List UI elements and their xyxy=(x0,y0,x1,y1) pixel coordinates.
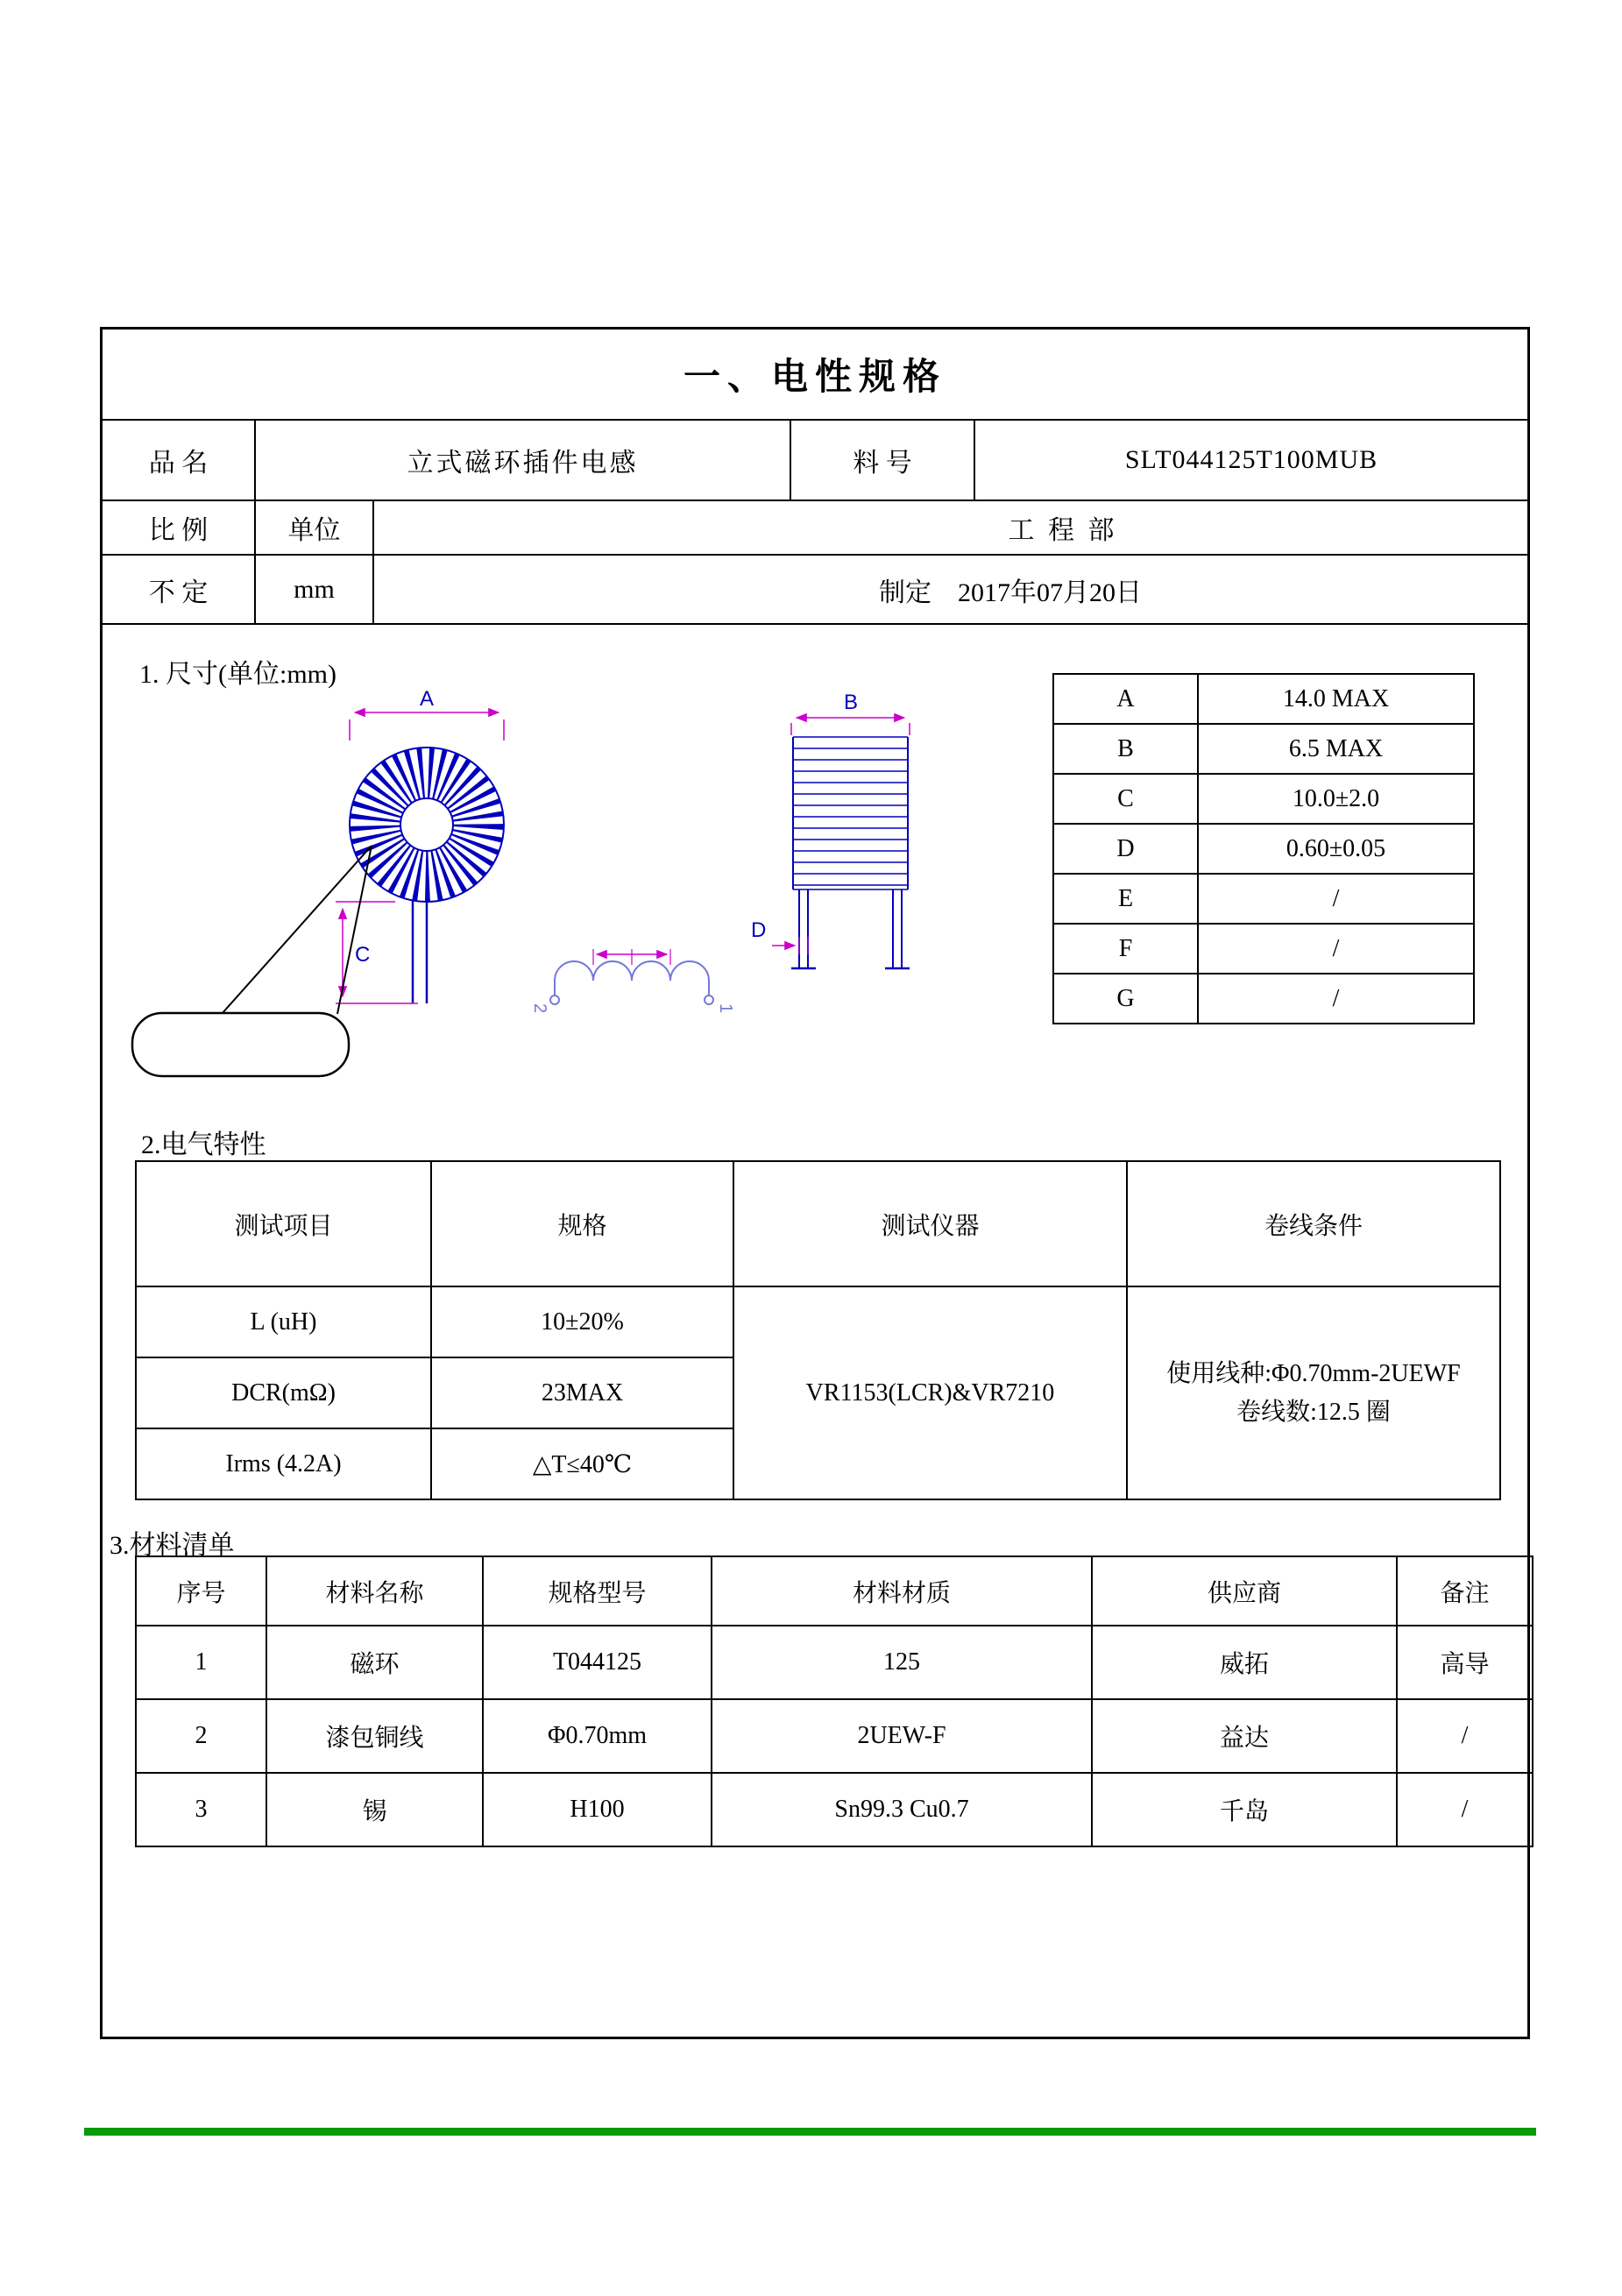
material-no: 3 xyxy=(136,1773,266,1846)
material-note: / xyxy=(1397,1773,1533,1846)
dimension-table xyxy=(1052,673,1475,1024)
winding-conditions xyxy=(1127,1286,1500,1499)
col-header-note: 备注 xyxy=(1397,1556,1533,1626)
dim-name: F xyxy=(1053,924,1198,974)
material-name: 锡 xyxy=(266,1773,483,1846)
header-row-product xyxy=(103,421,1527,501)
unit-value: mm xyxy=(256,556,374,623)
electrical-table xyxy=(135,1160,1501,1500)
issue-date: 2017年07月20日 xyxy=(958,578,1142,607)
materials-table xyxy=(135,1555,1533,1847)
table-row xyxy=(136,1773,1533,1846)
dim-value: 10.0±2.0 xyxy=(1198,774,1474,824)
issue-label: 制定 xyxy=(879,578,931,607)
product-name-label: 品 名 xyxy=(103,421,256,500)
material-model: H100 xyxy=(483,1773,712,1846)
department-value: 工 程 部 xyxy=(1008,516,1118,545)
col-header-item: 测试项目 xyxy=(136,1161,431,1286)
material-no: 2 xyxy=(136,1699,266,1773)
winding-line1: 使用线种:Φ0.70mm-2UEWF xyxy=(1166,1360,1461,1388)
material-model: Φ0.70mm xyxy=(483,1699,712,1773)
table-row xyxy=(136,1626,1533,1699)
dimension-b xyxy=(791,691,910,735)
technical-drawing xyxy=(117,686,949,1098)
dim-name: C xyxy=(1053,774,1198,824)
table-row xyxy=(1053,674,1474,724)
dim-label-d: D xyxy=(751,918,767,942)
col-header-no: 序号 xyxy=(136,1556,266,1626)
material-supplier: 千岛 xyxy=(1092,1773,1397,1846)
footer-divider xyxy=(84,2128,1536,2136)
table-header-row xyxy=(136,1556,1533,1626)
table-row xyxy=(1053,874,1474,924)
dim-value: 0.60±0.05 xyxy=(1198,824,1474,874)
material-note: / xyxy=(1397,1699,1533,1773)
col-header-winding: 卷线条件 xyxy=(1127,1161,1500,1286)
dim-name: A xyxy=(1053,674,1198,724)
test-item: DCR(mΩ) xyxy=(136,1357,431,1428)
winding-line2: 卷线数:12.5 圈 xyxy=(1236,1398,1391,1426)
material-supplier: 益达 xyxy=(1092,1699,1397,1773)
dim-value: / xyxy=(1198,974,1474,1024)
test-item: Irms (4.2A) xyxy=(136,1428,431,1499)
dim-label-a: A xyxy=(419,687,435,711)
table-row xyxy=(1053,974,1474,1024)
scale-value: 不 定 xyxy=(103,556,256,623)
dimension-c xyxy=(336,902,418,1003)
section3-title: 3.材料清单 xyxy=(110,1531,235,1560)
col-header-instrument: 测试仪器 xyxy=(733,1161,1127,1286)
dim-label-b: B xyxy=(843,691,859,714)
scale-label: 比 例 xyxy=(103,501,256,554)
material-model: T044125 xyxy=(483,1626,712,1699)
table-row xyxy=(1053,724,1474,774)
part-number-label: 料 号 xyxy=(791,421,975,500)
dim-name: E xyxy=(1053,874,1198,924)
schematic-symbol xyxy=(530,949,735,1013)
header-row-scale xyxy=(103,501,1527,556)
spec-sheet xyxy=(100,327,1530,2039)
page-title: 一、电性规格 xyxy=(103,330,1527,421)
material-material: Sn99.3 Cu0.7 xyxy=(712,1773,1092,1846)
toroid-front-view xyxy=(350,748,504,1003)
section2-title: 2.电气特性 xyxy=(141,1130,266,1159)
toroid-side-view xyxy=(791,737,910,968)
dim-name: B xyxy=(1053,724,1198,774)
dim-name: G xyxy=(1053,974,1198,1024)
material-no: 1 xyxy=(136,1626,266,1699)
material-material: 125 xyxy=(712,1626,1092,1699)
col-header-material: 材料材质 xyxy=(712,1556,1092,1626)
dim-value: 14.0 MAX xyxy=(1198,674,1474,724)
unit-label: 单位 xyxy=(256,501,374,554)
pin-label-2: 2 xyxy=(530,1003,549,1014)
test-spec: △T≤40℃ xyxy=(431,1428,733,1499)
test-item: L (uH) xyxy=(136,1286,431,1357)
material-supplier: 威拓 xyxy=(1092,1626,1397,1699)
table-header-row xyxy=(136,1161,1500,1286)
dim-value: 6.5 MAX xyxy=(1198,724,1474,774)
col-header-name: 材料名称 xyxy=(266,1556,483,1626)
material-note: 高导 xyxy=(1397,1626,1533,1699)
test-spec: 23MAX xyxy=(431,1357,733,1428)
section1-title: 1. 尺寸(单位:mm) xyxy=(139,660,336,689)
material-name: 漆包铜线 xyxy=(266,1699,483,1773)
table-row xyxy=(1053,924,1474,974)
dim-value: / xyxy=(1198,874,1474,924)
header-row-fix xyxy=(103,556,1527,625)
col-header-supplier: 供应商 xyxy=(1092,1556,1397,1626)
col-header-spec: 规格 xyxy=(431,1161,733,1286)
dim-label-c: C xyxy=(355,943,371,967)
test-spec: 10±20% xyxy=(431,1286,733,1357)
col-header-model: 规格型号 xyxy=(483,1556,712,1626)
dimension-a xyxy=(350,687,504,741)
material-material: 2UEW-F xyxy=(712,1699,1092,1773)
product-name-value: 立式磁环插件电感 xyxy=(256,421,791,500)
table-row xyxy=(1053,824,1474,874)
instrument-value: VR1153(LCR)&VR7210 xyxy=(733,1286,1127,1499)
part-number-value: SLT044125T100MUB xyxy=(1124,445,1378,474)
material-name: 磁环 xyxy=(266,1626,483,1699)
issue-info xyxy=(374,556,1527,623)
table-row xyxy=(136,1699,1533,1773)
dim-value: / xyxy=(1198,924,1474,974)
table-row xyxy=(1053,774,1474,824)
pin-label-1: 1 xyxy=(716,1003,735,1014)
table-row xyxy=(136,1286,1500,1357)
callout-balloon xyxy=(132,846,372,1076)
dim-name: D xyxy=(1053,824,1198,874)
